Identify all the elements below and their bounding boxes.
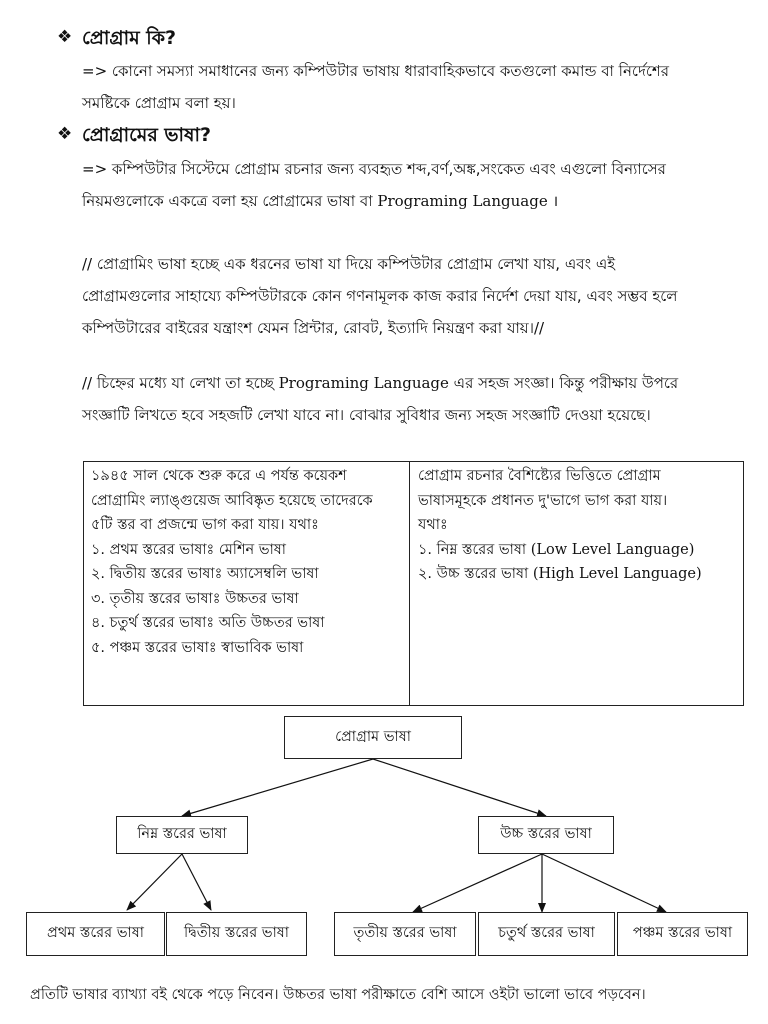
table-line: ৩. তৃতীয় স্তরের ভাষাঃ উচ্চতর ভাষা xyxy=(91,590,299,607)
english-term: Programing Language xyxy=(377,192,548,210)
text-segment: // চিহ্নের মধ্যে যা লেখা তা হচ্ছে xyxy=(82,374,279,392)
table-line: ১৯৪৫ সাল থেকে শুরু করে এ পর্যন্ত কয়েকশ xyxy=(91,468,347,484)
text-segment: এর সহজ সংজ্ঞা। কিন্তু পরীক্ষায় উপরে xyxy=(448,374,679,392)
tree-node-second-level: দ্বিতীয় স্তরের ভাষা xyxy=(166,912,307,956)
tree-node-fourth-level: চতুর্থ স্তরের ভাষা xyxy=(478,912,615,956)
tree-node-first-level: প্রথম স্তরের ভাষা xyxy=(26,912,165,956)
footer-note: প্রতিটি ভাষার ব্যাখ্যা বই থেকে পড়ে নিবেন। উচ্চতর ভাষা পরীক্ষাতে বেশি আসে ওইটা ভালো ভাবে পড়বেন। xyxy=(30,987,646,1003)
definition-program-line2: সমষ্টিকে প্রোগ্রাম বলা হয়। xyxy=(82,94,236,112)
tree-node-high-level: উচ্চ স্তরের ভাষা xyxy=(478,816,614,854)
note1-line1: // প্রোগ্রামিং ভাষা হচ্ছে এক ধরনের ভাষা যা দিয়ে কম্পিউটার প্রোগ্রাম লেখা যায়, এবং এই xyxy=(82,255,616,273)
english-term: Programing Language xyxy=(278,374,449,392)
definition-program-line1: => কোনো সমস্যা সমাধানের জন্য কম্পিউটার ভাষায় ধারাবাহিকভাবে কতগুলো কমান্ড বা নির্দেশের xyxy=(82,62,669,80)
tree-node-root: প্রোগ্রাম ভাষা xyxy=(284,716,462,759)
arrow-high-to-fifth xyxy=(542,854,666,912)
arrow-root-to-low xyxy=(182,759,373,816)
tree-node-low-level: নিম্ন স্তরের ভাষা xyxy=(116,816,248,854)
diamond-bullet-icon: ❖ xyxy=(57,27,73,47)
note2-line2: সংজ্ঞাটি লিখতে হবে সহজটি লেখা যাবে না। বোঝার সুবিধার জন্য সহজ সংজ্ঞাটি দেওয়া হয়েছে। xyxy=(82,406,651,424)
table-line: প্রোগ্রাম রচনার বৈশিষ্ট্যের ভিত্তিতে প্রোগ্রাম xyxy=(418,468,661,484)
table-line: ৫টি স্তর বা প্রজন্মে ভাগ করা যায়। যথাঃ xyxy=(91,517,319,533)
arrow-low-to-first xyxy=(127,854,182,910)
tree-node-third-level: তৃতীয় স্তরের ভাষা xyxy=(334,912,476,956)
table-line: ২. দ্বিতীয় স্তরের ভাষাঃ অ্যাসেম্বলি ভাষা xyxy=(91,566,319,582)
text-segment: ২. উচ্চ স্তরের ভাষা xyxy=(418,566,533,582)
table-line: প্রোগ্রামিং ল্যাঙ্গুয়েজ আবিষ্কৃত হয়েছে তাদেরকে xyxy=(91,492,373,509)
text-segment: ১. নিম্ন স্তরের ভাষা xyxy=(418,541,531,558)
table-line: ১. প্রথম স্তরের ভাষাঃ মেশিন ভাষা xyxy=(91,541,286,558)
arrow-high-to-third xyxy=(413,854,542,912)
english-term: (Low Level Language) xyxy=(530,541,695,558)
heading-program-language: প্রোগ্রামের ভাষা? xyxy=(82,124,212,146)
table-line: যথাঃ xyxy=(418,517,448,533)
definition-language-line1: => কম্পিউটার সিস্টেমে প্রোগ্রাম রচনার জন্য ব্যবহৃত শব্দ,বর্ণ,অঙ্ক,সংকেত এবং এগুলো বিন্যাসের xyxy=(82,160,666,178)
table-line: ভাষাসমূহকে প্রধানত দু'ভাগে ভাগ করা যায়। xyxy=(418,492,668,509)
diamond-bullet-icon: ❖ xyxy=(57,124,73,144)
text-segment: নিয়মগুলোকে একত্রে বলা হয় প্রোগ্রামের ভাষা বা xyxy=(82,192,378,210)
heading-what-is-program: প্রোগ্রাম কি? xyxy=(82,27,177,49)
table-line: ৪. চতুর্থ স্তরের ভাষাঃ অতি উচ্চতর ভাষা xyxy=(91,615,325,631)
arrow-root-to-high xyxy=(373,759,546,816)
arrow-low-to-second xyxy=(182,854,211,910)
text-segment: । xyxy=(547,192,559,210)
tree-node-fifth-level: পঞ্চম স্তরের ভাষা xyxy=(617,912,748,956)
note1-line3: কম্পিউটারের বাইরের যন্ত্রাংশ যেমন প্রিন্টার, রোবট, ইত্যাদি নিয়ন্ত্রণ করা যায়।// xyxy=(82,319,545,337)
english-term: (High Level Language) xyxy=(532,566,702,582)
note1-line2: প্রোগ্রামগুলোর সাহায্যে কম্পিউটারকে কোন গণনামূলক কাজ করার নির্দেশ দেয়া যায়, এবং সম্ভব হলে xyxy=(82,287,678,305)
table-line: ৫. পঞ্চম স্তরের ভাষাঃ স্বাভাবিক ভাষা xyxy=(91,639,304,656)
